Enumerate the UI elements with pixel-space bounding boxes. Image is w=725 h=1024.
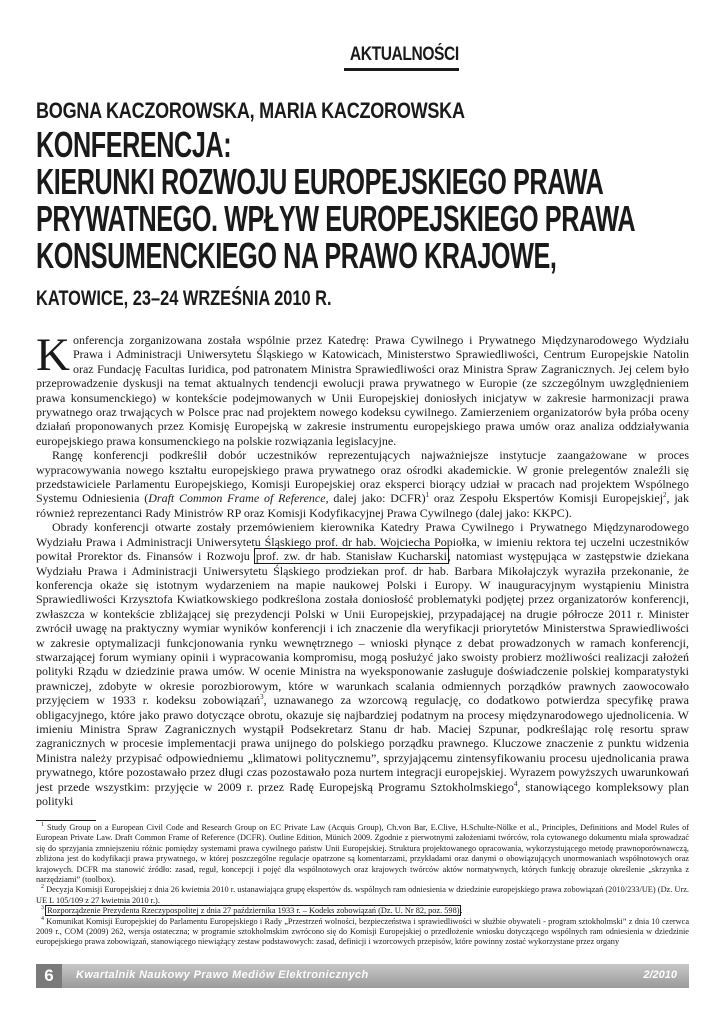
article-title <box>36 124 636 276</box>
place-and-date: KATOWICE, 23–24 WRZEŚNIA 2010 R. <box>36 287 332 310</box>
footnote-4: $^4$ Komunikat Komisji Europejskiej do Parlamentu Europejskiego i Rady „Przestrzeń wolności, bezpieczeństwa i sprawiedliwości w służbie obywateli - program sztokholmski” z dnia 10 czerwca 2009 r., COM (2009) 262, wersja ostateczna; w programie sztokholmskim zwrócono się do Komisji Europejskiej o przedłożenie wniosku dotyczącego wspólnych ram odniesienia w dziedzinie europejskiego prawa zobowiązań, stanowiącego niewiążący zestaw podstawowych: zasad, definicji i wzorcowych przepisów, które powinny zostać wykorzystane przez organy <box>36 915 689 947</box>
issue-number: 2/2010 <box>643 969 677 981</box>
journal-name: Kwartalnik Naukowy Prawo Mediów Elektronicznych <box>76 969 369 981</box>
footnote-3: $^3$ Rozporządzenie Prezydenta Rzeczypospolitej z dnia 27 października 1933 r. – Kodeks zobowiązań (Dz. U. Nr 82, poz. 598). <box>41 905 463 916</box>
section-rule <box>344 68 459 71</box>
title-line: KONSUMENCKIEGO NA PRAWO KRAJOWE, <box>36 235 557 276</box>
article-body <box>36 329 689 808</box>
footnote-ref[interactable]: 2 <box>663 491 667 500</box>
footnote-ref[interactable]: 4 <box>513 779 518 788</box>
paragraph-3: Obrady konferencji otwarte zostały przemówieniem kierownika Katedry Prawa Cywilnego i Prywatnego Międzynarodowego Wydziału Prawa i Administracji Uniwersytetu Śląskiego prof. dr hab. Wojciecha Popiołka, w imieniu rektora tej uczelni uczestników powitał Prorektor ds. Finansów i Rozwoju prof. zw. dr hab. Stanisław Kucharski, natomiast występująca w zastępstwie dziekana Wydziału Prawa i Administracji Uniwersytetu Śląskiego prodziekan prof. dr hab. Barbara Mikołajczyk wyraziła przekonanie, że konferencja okaże się istotnym wydarzeniem na mapie naukowej Polski i Europy. W inauguracyjnym wystąpieniu Ministra Sprawiedliwości Krzysztofa Kwiatkowskiego podkreślona została doniosłość problematyki podjętej przez organizatorów konferencji, zwłaszcza w kontekście zbliżającej się prezydencji Polski w Unii Europejskiej, przypadającej na drugie półrocze 2011 r. Minister zwrócił uwagę na praktyczny wymiar wyników konferencji i ich znaczenie dla weryfikacji priorytetów Ministerstwa Sprawiedliwości w zakresie optymalizacji funkcjonowania rynku wewnętrznego – wnioski płynące z debat prowadzonych w ramach konferencji, stwarzającej forum wymiany opinii i wypracowania kompromisu, mogą posłużyć jako swoisty probierz możliwości realizacji założeń polityki Rządu w dziedzinie prawa umów. W ocenie Ministra na wyeksponowanie zasługuje doświadczenie polskiej komparatystyki prawniczej, zdobyte w okresie porozbiorowym, które w warunkach scalania odmiennych porządków prawnych zaowocowało przyjęciem w 1933 r. kodeksu zobowiązań$^3$, uznawanego za wzorcową regulację, co dodatkowo potwierdza specyfikę prawa obligacyjnego, które jako prawo dotyczące obrotu, okazuje się najbardziej podatnym na procesy międzynarodowego ujednolicenia. W imieniu Ministra Spraw Zagranicznych wystąpił Podsekretarz Stanu dr hab. Maciej Szpunar, podkreślając rolę resortu spraw zagranicznych w procesie implementacji prawa unijnego do polskiego porządku prawnego. Kluczowe znaczenie z punktu widzenia Ministra należy przypisać odpowiedniemu „klimatowi politycznemu”, sprzyjającemu zintensyfikowaniu procesu ujednolicania prawa prywatnego, które pozostawało przez długi czas pozostawało poza nurtem integracji europejskiej. Wyrazem powyższych uwarunkowań jest przede wszystkim: przyjęcie w 2009 r. przez Radę Europejską Programu Sztokholmskiego$^4$, stanowiącego kompleksowy plan polityki <box>36 520 689 808</box>
footnote-ref[interactable]: 3 <box>260 693 264 702</box>
footnote-ref[interactable]: 1 <box>425 491 430 500</box>
title-line: KIERUNKI ROZWOJU EUROPEJSKIEGO PRAWA <box>36 161 604 202</box>
footnote-rule <box>36 820 96 821</box>
footnote-2: $^2$ Decyzja Komisji Europejskiej z dnia 26 kwietnia 2010 r. ustanawiająca grupę ekspertów ds. wspólnych ram odniesienia w dziedzinie europejskiego prawa zobowiązań (2010/233/UE) (Dz. Urz. UE L 105/109 z 27 kwietnia 2010 r.). <box>36 884 689 905</box>
footnotes <box>36 823 689 948</box>
page-footer <box>36 964 689 988</box>
article-authors: BOGNA KACZOROWSKA, MARIA KACZOROWSKA <box>36 98 465 123</box>
title-line: PRYWATNEGO. WPŁYW EUROPEJSKIEGO PRAWA <box>36 198 636 239</box>
footnote-1: $^1$ Study Group on a European Civil Code and Research Group on EC Private Law (Acquis Group), Ch.von Bar, E.Clive, H.Schulte-Nölke et al., Principles, Definitions and Model Rules of European Private Law. Draft Common Frame of Reference (DCFR). Outline Edition, Münich 2009. Zgodnie z pierwotnymi założeniami twórców, rola cytowanego dokumentu miała sprowadzać się do sprzyjania zmniejszeniu różnic pomiędzy systemami prawa cywilnego państw Unii Europejskiej. Struktura projektowanego opracowania, wykorzystującego metodę prawnoporównawczą, zbliżona jest do kodyfikacji prawa prywatnego, w której poszczególne regulacje opatrzone są komentarzami, przykładami oraz danymi o obowiązujących unormowaniach współnotowych oraz krajowych. DCFR ma stanowić źródło: zasad, reguł, koncepcji i pojęć dla wspólnotowych oraz krajowych twórców aktów normatywnych, których funkcję obrazuje określenie „skrzynka z narzędziami” (toolbox). <box>36 822 689 885</box>
drop-cap: K <box>36 329 70 381</box>
paragraph-2: Rangę konferencji podkreślił dobór uczestników reprezentujących najważniejsze instytucje zaangażowane w proces wypracowywania nowego kształtu europejskiego prawa prywatnego oraz ośrodki akademickie. W gronie prelegentów znaleźli się przedstawiciele Parlamentu Europejskiego, Komisji Europejskiej oraz eksperci biorący udział w pracach nad projektem Wspólnego Systemu Odniesienia (Draft Common Frame of Reference, dalej jako: DCFR)$^1$ oraz Zespołu Ekspertów Komisji Europejskiej$^2$, jak również reprezentanci Rady Ministrów RP oraz Komisji Kodyfikacyjnej Prawa Cywilnego (dalej jako: KKPC). <box>36 448 689 520</box>
page-number: 6 <box>36 964 62 988</box>
highlighted-name: prof. zw. dr hab. Stanisław Kucharski <box>255 549 447 564</box>
title-line: KONFERENCJA: <box>36 124 232 165</box>
paragraph-1: Konferencja zorganizowana została wspólnie przez Katedrę: Prawa Cywilnego i Prywatnego Międzynarodowego Wydziału Prawa i Administracji Uniwersytetu Śląskiego w Katowicach, Ministerstwo Sprawiedliwości, Centrum Europejskie Natolin oraz Fundację Facultas Iuridica, pod patronatem Ministra Sprawiedliwości oraz Ministra Spraw Zagranicznych. Jej celem było przeprowadzenie dyskusji na temat aktualnych tendencji ewolucji prawa prywatnego w Europie (ze szczególnym uwzględnieniem prawa konsumenckiego) w kontekście podejmowanych w Unii Europejskiej doniosłych inicjatyw w zakresie harmonizacji prawa prywatnego oraz trwających w Polsce prac nad projektem nowego kodeksu cywilnego. Zamierzeniem organizatorów była próba oceny działań proponowanych przez Komisję Europejską w zakresie instrumentu europejskiego prawa umów oraz analiza oddziaływania europejskiego prawa konsumenckiego na polskie rozwiązania legislacyjne. <box>36 329 689 448</box>
section-label: AKTUALNOŚCI <box>350 44 459 65</box>
